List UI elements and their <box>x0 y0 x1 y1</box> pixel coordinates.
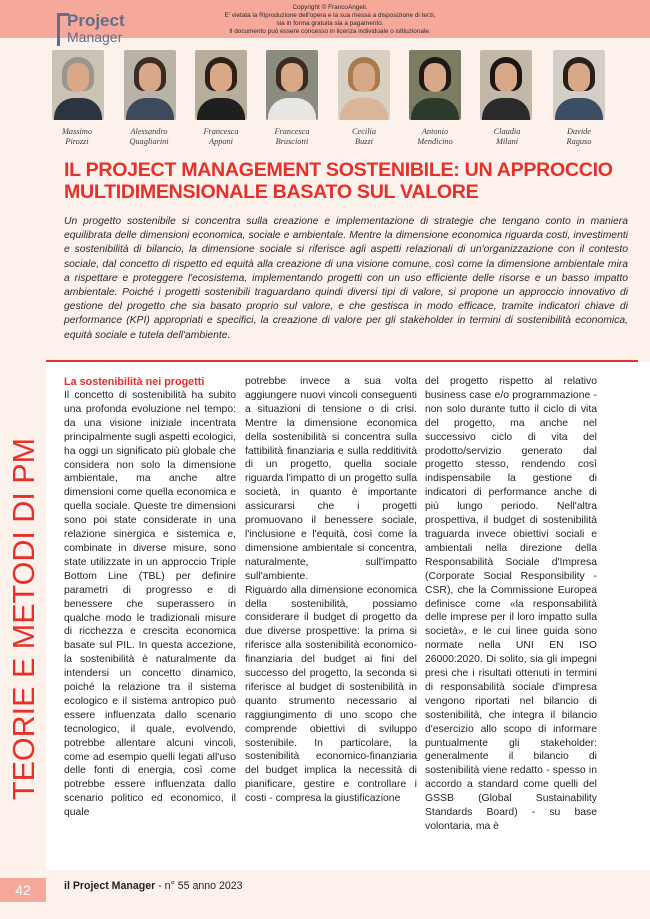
author-photos <box>48 50 618 122</box>
body-column-2 <box>245 375 417 806</box>
page-footer <box>0 870 650 919</box>
page-number: 42 <box>0 878 46 902</box>
copyright-line: sia in forma gratuita sia a pagamento. <box>276 20 384 27</box>
copyright-line: Il documento può essere concesso in licenza individuale o istituzionale. <box>229 28 431 35</box>
author-name: Francesca Apponi <box>203 127 239 146</box>
body-text: Il concetto di sostenibilità ha subito una profonda evoluzione nel tempo: da una visione iniziale incentrata principalmente sugli aspetti ecologici, ha oggi un significato più globale che considera non solo la dimensione ambientale, ma anche altre dimensioni come quella economica e quella sociale. Queste tre dimensioni sono poi state considerate in una relazione sinergica e sistemica e, combinate in diverse misure, sono state utilizzate in un approccio Triple Bottom Line (TBL) per definire parametri di progresso e di benessere che superassero in qualche modo le tradizionali misure di ricchezza e crescita economica basate sul PIL. In questa accezione, la sostenibilità è naturalmente da intendersi un concetto dinamico, poiché la relazione tra il sistema ecologico e il sistema antropico può essere influenzata dallo scenario tecnologico, il quale, evolvendo, potrebbe allentare alcuni vincoli, come ad esempio quelli legati all'uso delle fonti di energia, così come potrebbe essere influenzata dallo scenario politico ed economico, il quale <box>64 390 236 819</box>
magazine-logo <box>57 11 152 44</box>
author-name: Francesca Brusciotti <box>274 127 310 146</box>
author-photo <box>124 50 176 120</box>
author-photo <box>553 50 605 120</box>
copyright-line: Copyright © FrancoAngeli. <box>292 4 368 11</box>
section-heading: La sostenibilità nei progetti <box>64 376 205 388</box>
body-column-3 <box>425 375 597 834</box>
issue-info: - n° 55 anno 2023 <box>155 880 243 892</box>
author-names <box>48 127 618 155</box>
logo-line2: Manager <box>67 29 123 45</box>
body-text: potrebbe invece a sua volta aggiungere nuovi vincoli conseguenti a situazioni di tensione o di crisi. Mentre la dimensione economica della sostenibilità si concentra sulla fattibilità finanziaria e sulla redditività di un progetto, quella sociale riguarda l'impatto di un progetto sulla società, in quanto è importante assicurarsi che i progetti promuovano il benessere sociale, l'inclusione e l'equità, così come la dimensione ambientale si concentra, naturalmente, sull'impatto sull'ambiente. Riguardo alla dimensione economica della sostenibilità, possiamo considerare il budget di progetto da due diverse prospettive: la prima si riferisce alla sostenibilità economico-finanziaria del budget ai fini del successo del progetto, la seconda si riferisce al budget di sostenibilità in quanto strumento necessario al raggiungimento di uno scopo che comprende obiettivi di sviluppo sostenibile. In particolare, la sostenibilità economico-finanziaria del budget implica la necessità di pianificare, gestire e controllare i costi - compresa la giustificazione <box>245 376 417 805</box>
author-name: Davide Raguso <box>566 127 592 146</box>
author-photo <box>52 50 104 120</box>
author-photo <box>409 50 461 120</box>
logo-line1: Project <box>67 11 125 30</box>
body-column-1 <box>64 375 236 820</box>
author-photo <box>195 50 247 120</box>
author-photo <box>266 50 318 120</box>
footer-citation <box>64 880 243 892</box>
copyright-notice <box>180 4 480 36</box>
author-name: Antonio Mendicino <box>417 127 453 146</box>
author-photo <box>480 50 532 120</box>
author-name: Cecilia Buzzi <box>352 127 376 146</box>
author-name: Massimo Pirozzi <box>62 127 92 146</box>
author-name: Claudia Milani <box>493 127 521 146</box>
sidebar-label: TEORIE E METODI DI PM <box>7 437 41 801</box>
author-name: Alessandro Quagliarini <box>129 127 169 146</box>
copyright-line: E' vietata la Riproduzione dell'opera e la sua messa a disposizione di terzi, <box>224 12 436 19</box>
article-abstract: Un progetto sostenibile si concentra sulla creazione e implementazione di strategie che tengano conto in maniera equilibrata delle dimensioni economica, sociale e ambientale. Mentre la dimensione economica riguarda costi, investimenti e sostenibilità di bilancio, la dimensione sociale si riferisce agli aspetti relazionali di un'organizzazione con il contesto sociale, dal concetto di rispetto ed equità alla creazione di una visione comune, così come la dimensione ambientale mira a rispettare e proteggere l'ecosistema, implementando progetti con un uso efficiente delle risorse e un basso impatto ambientale. Poiché i progetti sostenibili traguardano quindi diversi tipi di valore, si propone un approccio innovativo di gestione del progetto che sia basato proprio sul valore, e che gestisca in modo efficace, tramite indicatori chiave di performance (KPI) appropriati e specifici, la creazione di valore per gli stakeholder in termini di sostenibilità economica, equità sociale e tutela dell'ambiente. <box>64 216 628 341</box>
magazine-name: il Project Manager <box>64 880 156 892</box>
body-text: del progetto rispetto al relativo business case e/o programmazione - non solo durante tutto il ciclo di vita del progetto, ma anche nel successivo ciclo di vita del prodotto/servizio generato dal progetto stesso, rendendo così indispensabile la gestione di indicatori di performance anche di più lungo periodo. Nell'altra prospettiva, il budget di sostenibilità traguarda invece obiettivi sociali e ambientali nella direzione della Responsabilità Sociale d'Impresa (Corporate Social Responsibility - CSR), che la Commissione Europea definisce come «la responsabilità delle imprese per il loro impatto sulla società», e le cui linee guida sono normate nella UNI EN ISO 26000:2020. Di solito, sia gli impegni presi che i risultati ottenuti in termini di responsabilità sociale d'impresa vengono riportati nel bilancio di sostenibilità, che integra il bilancio d'esercizio allo scopo di informare puntualmente gli stakeholder: generalmente il bilancio di sostenibilità viene redatto - spesso in accordo a standard come quelli del GSSB (Global Sustainability Standards Board) - su base volontaria, ma è <box>425 376 597 832</box>
author-photo <box>338 50 390 120</box>
article-title: IL PROJECT MANAGEMENT SOSTENIBILE: UN APPROCCIO MULTIDIMENSIONALE BASATO SUL VALORE <box>64 159 613 203</box>
